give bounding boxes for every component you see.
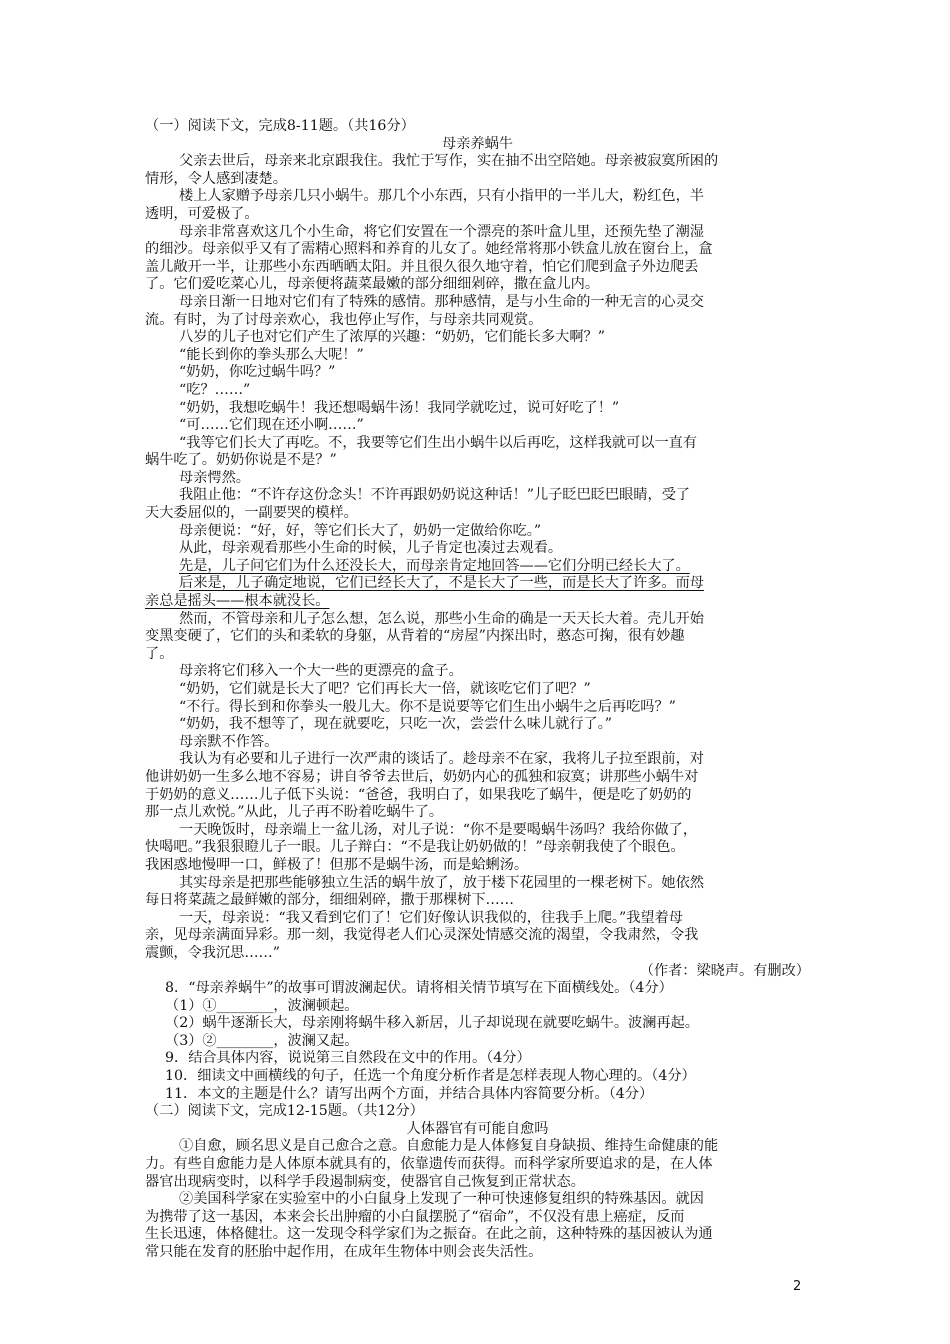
text-line: 了。 (145, 645, 174, 662)
text-line: 我困惑地慢呷一口，鲜极了！但那不是蜗牛汤，而是蛤蜊汤。 (145, 856, 529, 873)
text-line: 其实母亲是把那些能够独立生活的蜗牛放了，放于楼下花园里的一棵老树下。她依然 (179, 874, 704, 891)
question-8: 8．“母亲养蜗牛”的故事可谓波澜起伏。请将相关情节填写在下面横线处。（4分） (165, 980, 673, 997)
author-credit: （作者：梁晓声。有删改） (639, 962, 810, 979)
text-line: 从此，母亲观看那些小生命的时候，儿子肯定也凑过去观看。 (179, 540, 563, 557)
text-line: “奶奶，我不想等了，现在就要吃，只吃一次，尝尝什么味儿就行了。” (179, 716, 613, 733)
text-line: “能长到你的拳头那么大呢！” (179, 346, 364, 363)
text-line: 我认为有必要和儿子进行一次严肃的谈话了。趁母亲不在家，我将儿子拉至跟前，对 (179, 751, 704, 768)
text-line: 了。它们爱吃菜心儿，母亲便将蔬菜最嫩的部分细细剁碎，撒在盒儿内。 (145, 276, 600, 293)
text-line: 透明，可爱极了。 (145, 205, 259, 222)
text-line: 为携带了这一基因，本来会长出肿瘤的小白鼠摆脱了“宿命”，不仅没有患上癌症，反而 (145, 1208, 685, 1225)
text-line: 的细沙。母亲似乎又有了需精心照料和养育的儿女了。她经常将那小铁盒儿放在窗台上，盒 (145, 241, 713, 258)
text-line: 震颤，令我沉思……” (145, 944, 280, 961)
text-line: 八岁的儿子也对它们产生了浓厚的兴趣：“奶奶，它们能长多大啊？” (179, 329, 605, 346)
text-line: 母亲日渐一日地对它们有了特殊的感情。那种感情，是与小生命的一种无言的心灵交 (179, 293, 704, 310)
text-line: 常只能在发育的胚胎中起作用，在成年生物体中则会丧失活性。 (145, 1244, 543, 1260)
text-line: ①自愈，顾名思义是自己愈合之意。自愈能力是人体修复自身缺损、维持生命健康的能 (179, 1138, 719, 1155)
underlined-sentence: 先是，儿子问它们为什么还没长大，而母亲肯定地回答——它们分明已经长大了。 (179, 557, 690, 574)
question-9: 9．结合具体内容，说说第三自然段在文中的作用。（4分） (165, 1050, 531, 1067)
question-8-item-2: （2）蜗牛逐渐长大，母亲刚将蜗牛移入新居，儿子却说现在就要吃蜗牛。波澜再起。 (165, 1015, 699, 1032)
text-line: 变黑变硬了，它们的头和柔软的身躯，从背着的“房屋”内探出时，憨态可掬，很有妙趣 (145, 628, 685, 645)
text-line: 盖儿敞开一半，让那些小东西晒晒太阳。并且很久很久地守着，怕它们爬到盒子外边爬丢 (145, 258, 699, 275)
underlined-sentence: 后来是，儿子确定地说，它们已经长大了，不是长大了一些，而是长大了许多。而母 (179, 575, 704, 592)
text-line: 每日将菜蔬之最鲜嫩的部分，细细剁碎，撒于那棵树下…… (145, 892, 514, 909)
text-line: 流。有时，为了讨母亲欢心，我也停止写作，与母亲共同观赏。 (145, 311, 543, 328)
text-line: 蜗牛吃了。奶奶你说是不是？” (145, 452, 337, 469)
text-line: 天大委屈似的，一副要哭的模样。 (145, 505, 358, 522)
text-line: “我等它们长大了再吃。不，我要等它们生出小蜗牛以后再吃，这样我就可以一直有 (179, 434, 698, 451)
text-line: 母亲愕然。 (179, 469, 250, 486)
question-10: 10．细读文中画横线的句子，任选一个角度分析作者是怎样表现人物心理的。（4分） (165, 1068, 696, 1085)
text-line: 力。有些自愈能力是人体原本就具有的，依靠遗传而获得。而科学家所要追求的是，在人体 (145, 1156, 713, 1173)
text-line: 生长迅速，体格健壮。这一发现令科学家们为之振奋。在此之前，这种特殊的基因被认为通 (145, 1226, 713, 1243)
text-line: “奶奶，我想吃蜗牛！我还想喝蜗牛汤！我同学就吃过，说可好吃了！” (179, 399, 620, 416)
text-line: 快喝吧。”我狠狠瞪儿子一眼。儿子辩白：“不是我让奶奶做的！”母亲朝我使了个眼色。 (145, 839, 685, 856)
article-1-title: 母亲养蜗牛 (442, 135, 513, 152)
text-line: 亲，见母亲满面异彩。那一刻，我觉得老人们心灵深处情感交流的渴望，令我肃然，令我 (145, 927, 699, 944)
text-line: “吃？……” (179, 381, 251, 398)
section-2-heading: （二）阅读下文，完成12-15题。（共12分） (145, 1103, 424, 1120)
question-11: 11．本文的主题是什么？请写出两个方面，并结合具体内容简要分析。（4分） (165, 1085, 654, 1102)
text-line: “不行。得长到和你拳头一般儿大。你不是说要等它们生出小蜗牛之后再吃吗？” (179, 698, 676, 715)
page-number: 2 (793, 1279, 802, 1294)
text-line: ②美国科学家在实验室中的小白鼠身上发现了一种可快速修复组织的特殊基因。就因 (179, 1191, 704, 1208)
text-line: “可……它们现在还小啊……” (179, 417, 364, 434)
text-line: 母亲默不作答。 (179, 733, 279, 750)
section-1-heading: （一）阅读下文，完成8-11题。（共16分） (145, 118, 415, 134)
text-line: 器官出现病变时，以科学手段遏制病变，使器官自己恢复到正常状态。 (145, 1173, 585, 1190)
text-line: 一天，母亲说：“我又看到它们了！它们好像认识我似的，往我手上爬。”我望着母 (179, 909, 683, 926)
text-line: 父亲去世后，母亲来北京跟我住。我忙于写作，实在抽不出空陪她。母亲被寂寞所困的 (179, 153, 719, 170)
text-line: 那一点儿欢悦。”从此，儿子再不盼着吃蜗牛了。 (145, 804, 444, 821)
text-line: “奶奶，你吃过蜗牛吗？” (179, 364, 336, 381)
text-line: 母亲将它们移入一个大一些的更漂亮的盒子。 (179, 663, 463, 680)
text-line: 母亲非常喜欢这几个小生命，将它们安置在一个漂亮的茶叶盒儿里，还预先垫了潮湿 (179, 223, 704, 240)
text-line: 于奶奶的意义……儿子低下头说：“爸爸，我明白了，如果我吃了蜗牛，便是吃了奶奶的 (145, 786, 692, 803)
question-8-item-3: （3）②________，波澜又起。 (165, 1032, 359, 1049)
text-line: 我阻止他：“不许存这份念头！不许再跟奶奶说这种话！”儿子眨巴眨巴眼睛，受了 (179, 487, 691, 504)
text-line: 一天晚饭时，母亲端上一盆儿汤，对儿子说：“你不是要喝蜗牛汤吗？我给你做了， (179, 821, 698, 838)
text-line: 楼上人家赠予母亲几只小蜗牛。那几个小东西，只有小指甲的一半儿大，粉红色，半 (179, 188, 704, 205)
article-2-title: 人体器官有可能自愈吗 (406, 1120, 549, 1137)
question-8-item-1: （1）①________，波澜顿起。 (165, 997, 359, 1014)
text-line: “奶奶，它们就是长大了吧？它们再长大一倍，就该吃它们了吧？” (179, 681, 591, 697)
document-body (145, 118, 810, 1262)
text-line: 情形，令人感到凄楚。 (145, 170, 287, 187)
text-line: 然而，不管母亲和儿子怎么想，怎么说，那些小生命的确是一天天长大着。壳儿开始 (179, 610, 704, 627)
text-line: 母亲便说：“好，好，等它们长大了，奶奶一定做给你吃。” (179, 522, 542, 539)
text-line: 他讲奶奶一生多么地不容易；讲自爷爷去世后，奶奶内心的孤独和寂寞；讲那些小蜗牛对 (145, 768, 699, 785)
underlined-sentence: 亲总是摇头——根本就没长。 (145, 593, 330, 610)
